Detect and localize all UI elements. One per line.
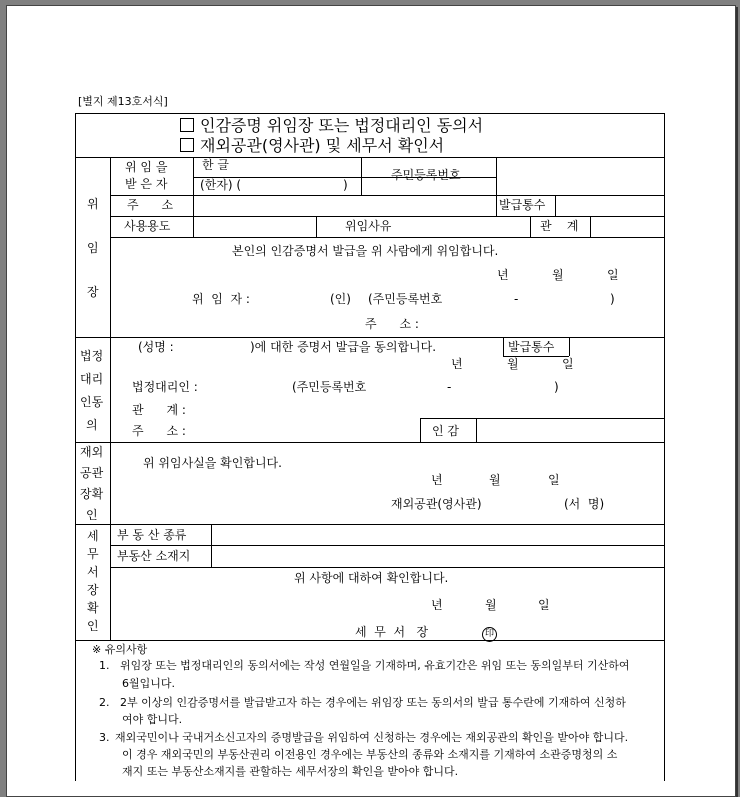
checkbox-icon[interactable]: [180, 138, 194, 152]
tax-side-char: 세: [87, 529, 99, 543]
seal-mark: (인): [330, 292, 351, 306]
consent-name-text: (성명 :: [138, 340, 174, 354]
note-number: 2.: [99, 696, 110, 709]
proxy-side-char: 위: [87, 197, 99, 211]
note-line: 위임장 또는 법정대리인의 동의서에는 작성 연월일을 기재하며, 유효기간은 위임 또는 동의일부터 기산하여: [120, 659, 630, 672]
embassy-office: 재외공관(영사관): [391, 497, 482, 511]
checkbox-icon[interactable]: [180, 118, 194, 132]
consent-side-char: 의: [86, 418, 98, 432]
property-location-label: 부동산 소재지: [117, 549, 191, 563]
tax-side-char: 인: [87, 619, 99, 633]
note-line: 여야 합니다.: [122, 713, 183, 726]
resident-no-field[interactable]: [498, 158, 663, 194]
tax-side-char: 서: [87, 565, 99, 579]
resident-no-label: 주민등록번호: [391, 168, 461, 182]
agent-label: 법정대리인 :: [132, 380, 198, 394]
tax-date-day: 일: [538, 598, 550, 612]
hanja-close: ): [343, 178, 348, 192]
consent-issue-copies-label: 발급통수: [508, 340, 555, 354]
form-code: [별지 제13호서식]: [78, 95, 168, 108]
property-location-field[interactable]: [213, 547, 663, 566]
hangul-name-field[interactable]: [222, 158, 357, 176]
consent-side-char: 대리: [80, 372, 104, 386]
date-year: 년: [497, 268, 509, 282]
recipient-label: 받 은 자: [125, 177, 168, 191]
resident-no-dash: -: [514, 292, 519, 306]
issue-copies-label: 발급통수: [499, 198, 546, 212]
proxy-side-char: 임: [87, 241, 99, 255]
usage-field[interactable]: [195, 217, 314, 236]
date-month: 월: [552, 268, 564, 282]
tax-side-char: 확: [87, 601, 99, 615]
seal-label: 인 감: [432, 424, 459, 438]
tax-date-month: 월: [485, 598, 497, 612]
embassy-date-day: 일: [548, 473, 560, 487]
embassy-statement: 위 위임사실을 확인합니다.: [143, 456, 282, 470]
seal-icon: 印: [482, 627, 497, 642]
note-number: 1.: [99, 659, 110, 672]
resident-no-close: ): [610, 292, 615, 306]
usage-label: 사용용도: [124, 219, 171, 233]
embassy-side-char: 인: [86, 508, 98, 522]
reason-label: 위임사유: [345, 219, 392, 233]
address-field[interactable]: [195, 196, 494, 215]
note-line: 이 경우 재외국민의 부동산권리 이전용인 경우에는 부동산의 종류와 소재지를 기재하여 소관증명청의 소: [122, 748, 618, 761]
issue-copies-field[interactable]: [557, 196, 663, 215]
recipient-label: 위 임 을: [125, 160, 168, 174]
tax-side-char: 무: [87, 547, 99, 561]
relation-field[interactable]: [592, 217, 663, 236]
consent-side-char: 인동: [80, 395, 104, 409]
consent-date-month: 월: [507, 357, 519, 371]
delegator-label: 위 임 자 :: [192, 292, 250, 306]
agent-resident-no-close: ): [554, 380, 559, 394]
relation-label: 관 계: [540, 219, 579, 233]
form-title-line1: 인감증명 위임장 또는 법정대리인 동의서: [180, 116, 483, 136]
note-line: 재외국민이나 국내거소신고자의 증명발급을 위임하여 신청하는 경우에는 재외공관의 확인을 받아야 합니다.: [115, 731, 629, 744]
consent-issue-copies-field[interactable]: [571, 338, 663, 355]
consent-side-char: 법정: [80, 349, 104, 363]
tax-office: 세 무 서 장: [355, 625, 429, 639]
hanja-name-label: (한자) (: [200, 178, 242, 192]
property-type-label: 부 동 산 종류: [117, 528, 187, 542]
embassy-date-month: 월: [489, 473, 501, 487]
proxy-side-char: 장: [87, 285, 99, 299]
note-number: 3.: [99, 731, 110, 744]
embassy-side-char: 재외: [80, 445, 104, 459]
form-title-line2: 재외공관(영사관) 및 세무서 확인서: [180, 136, 444, 156]
agent-relation-label: 관 계 :: [132, 403, 186, 417]
resident-no-open: (주민등록번호: [368, 292, 443, 306]
embassy-date-year: 년: [431, 473, 443, 487]
consent-text: )에 대한 증명서 발급을 동의합니다.: [250, 340, 437, 354]
note-line: 6월입니다.: [122, 677, 175, 690]
embassy-side-char: 공관: [80, 466, 104, 480]
property-type-field[interactable]: [213, 526, 663, 544]
date-day: 일: [607, 268, 619, 282]
tax-side-char: 장: [87, 583, 99, 597]
consent-date-day: 일: [562, 357, 574, 371]
agent-resident-no-open: (주민등록번호: [292, 380, 367, 394]
agent-address-label: 주 소 :: [132, 424, 186, 438]
hangul-name-label: 한 글: [202, 158, 229, 172]
consent-date-year: 년: [451, 357, 463, 371]
embassy-signature: (서 명): [564, 497, 605, 511]
delegator-address-label: 주 소 :: [365, 317, 419, 331]
note-line: 재지 또는 부동산소재지를 관할하는 세무서장의 확인을 받아야 합니다.: [122, 765, 459, 778]
address-label: 주 소: [127, 198, 174, 212]
hanja-name-field[interactable]: [203, 177, 353, 195]
note-line: 2부 이상의 인감증명서를 발급받고자 하는 경우에는 위임장 또는 동의서의 발급 통수란에 기재하여 신청하: [120, 696, 626, 709]
seal-field[interactable]: [478, 420, 663, 441]
tax-statement: 위 사항에 대하여 확인합니다.: [294, 571, 449, 585]
agent-resident-no-dash: -: [447, 380, 452, 394]
proxy-statement: 본인의 인감증명서 발급을 위 사람에게 위임합니다.: [232, 244, 499, 258]
reason-field[interactable]: [420, 217, 528, 236]
tax-seal: [482, 625, 497, 642]
embassy-side-char: 장확: [80, 487, 104, 501]
notes-header: ※ 유의사항: [92, 643, 148, 656]
tax-date-year: 년: [431, 598, 443, 612]
